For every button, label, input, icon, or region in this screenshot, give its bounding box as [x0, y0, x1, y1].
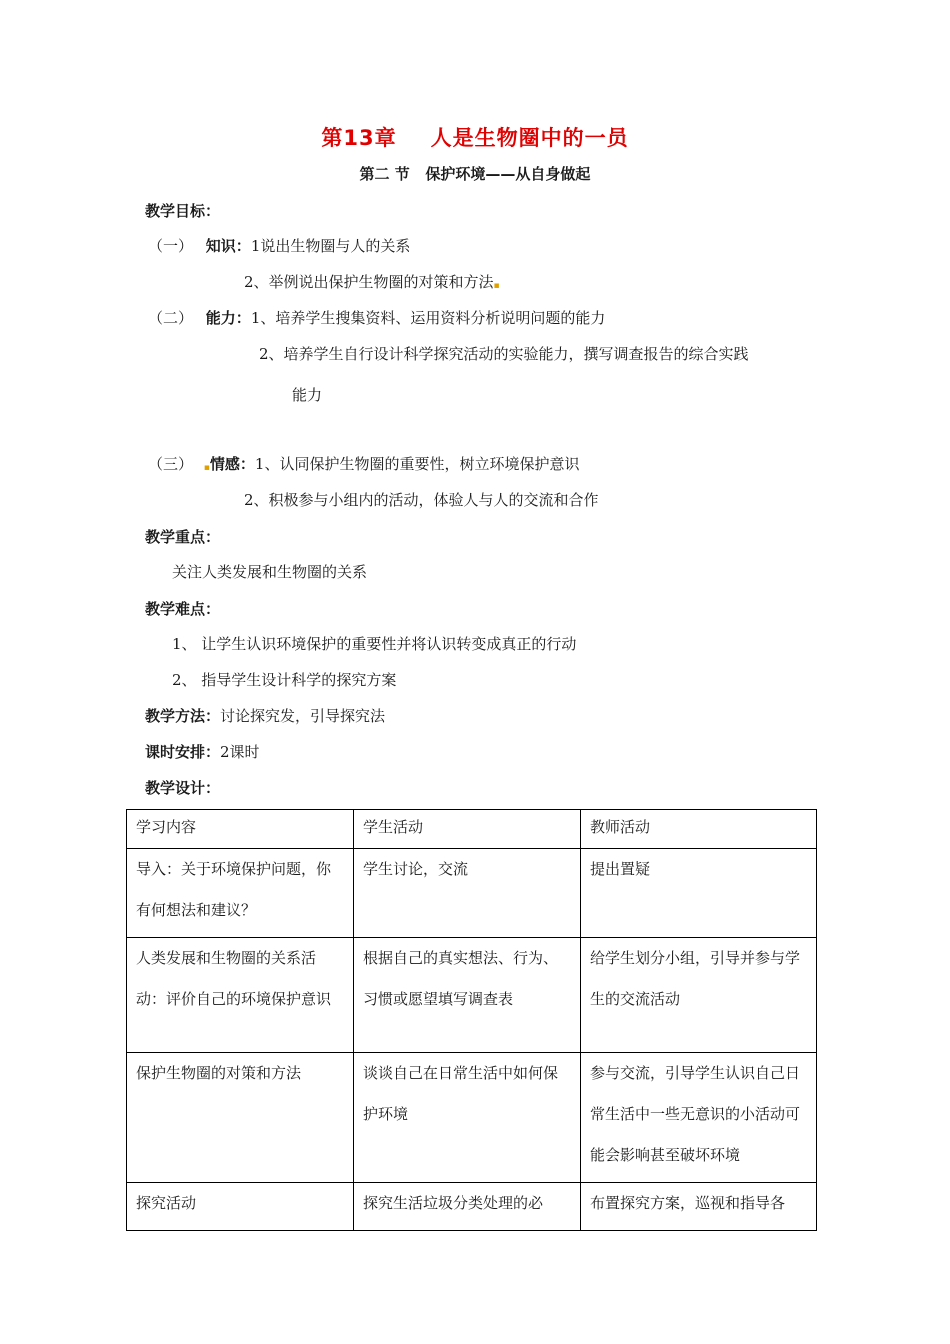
table-cell: 导入：关于环境保护问题，你有何想法和建议？ — [127, 849, 354, 938]
method-row — [145, 706, 385, 726]
table-row — [127, 938, 817, 1053]
key-point-heading: 教学重点： — [145, 528, 221, 546]
objectives-heading: 教学目标： — [145, 202, 221, 220]
table-cell: 根据自己的真实想法、行为、习惯或愿望填写调查表 — [354, 938, 581, 1053]
knowledge-index: （一） — [148, 237, 194, 255]
ability-index: （二） — [148, 309, 194, 327]
knowledge-label: 知识： — [205, 237, 251, 255]
table-cell: 参与交流，引导学生认识自己日常生活中一些无意识的小活动可能会影响甚至破坏环境 — [581, 1053, 817, 1183]
schedule-row — [145, 742, 260, 762]
edit-mark-icon: ▪ — [203, 463, 210, 473]
schedule-label: 课时安排： — [145, 743, 221, 761]
table-header-cell: 教师活动 — [581, 810, 817, 849]
table-cell: 探究活动 — [127, 1183, 354, 1231]
edit-mark-icon: ▪ — [493, 281, 500, 291]
table-cell: 给学生划分小组，引导并参与学生的交流活动 — [581, 938, 817, 1053]
emotion-row — [148, 454, 579, 478]
chapter-title — [0, 122, 950, 152]
table-row — [127, 1053, 817, 1183]
key-point-text: 关注人类发展和生物圈的关系 — [172, 563, 368, 581]
section-title: 第二 节 保护环境——从自身做起 — [359, 165, 591, 183]
difficulty-item-2: 2、 指导学生设计科学的探究方案 — [172, 671, 397, 689]
table-row — [127, 1183, 817, 1231]
ability-label: 能力： — [205, 309, 251, 327]
emotion-item-2: 2、积极参与小组内的活动，体验人与人的交流和合作 — [244, 491, 599, 509]
ability-item-2-continued: 能力 — [292, 386, 323, 404]
table-cell: 布置探究方案，巡视和指导各 — [581, 1183, 817, 1231]
table-header-cell: 学生活动 — [354, 810, 581, 849]
table-cell: 提出置疑 — [581, 849, 817, 938]
method-text: 讨论探究发，引导探究法 — [220, 707, 386, 725]
emotion-label: 情感： — [209, 455, 255, 473]
knowledge-row — [148, 236, 410, 256]
ability-item-1: 1、培养学生搜集资料、运用资料分析说明问题的能力 — [250, 309, 606, 327]
table-cell: 人类发展和生物圈的关系活动：评价自己的环境保护意识 — [127, 938, 354, 1053]
table-cell: 探究生活垃圾分类处理的必 — [354, 1183, 581, 1231]
emotion-index: （三） — [148, 455, 194, 473]
knowledge-item-1: 1说出生物圈与人的关系 — [250, 237, 411, 255]
ability-item-2: 2、培养学生自行设计科学探究活动的实验能力，撰写调查报告的综合实践 — [259, 345, 749, 363]
lesson-design-table — [126, 809, 817, 1231]
method-label: 教学方法： — [145, 707, 221, 725]
design-heading: 教学设计： — [145, 779, 221, 797]
schedule-text: 2课时 — [220, 743, 260, 761]
table-row — [127, 849, 817, 938]
chapter-name: 人是生物圈中的一员 — [430, 126, 629, 150]
difficulty-item-1: 1、 让学生认识环境保护的重要性并将认识转变成真正的行动 — [172, 635, 577, 653]
table-cell: 保护生物圈的对策和方法 — [127, 1053, 354, 1183]
table-header-cell: 学习内容 — [127, 810, 354, 849]
ability-row — [148, 308, 605, 328]
knowledge-item-2: 2、举例说出保护生物圈的对策和方法▪ — [244, 273, 500, 291]
table-cell: 学生讨论，交流 — [354, 849, 581, 938]
table-cell: 谈谈自己在日常生活中如何保护环境 — [354, 1053, 581, 1183]
table-header-row — [127, 810, 817, 849]
emotion-item-1: 1、认同保护生物圈的重要性，树立环境保护意识 — [254, 455, 580, 473]
chapter-number: 第13章 — [321, 126, 397, 150]
difficulty-heading: 教学难点： — [145, 600, 221, 618]
